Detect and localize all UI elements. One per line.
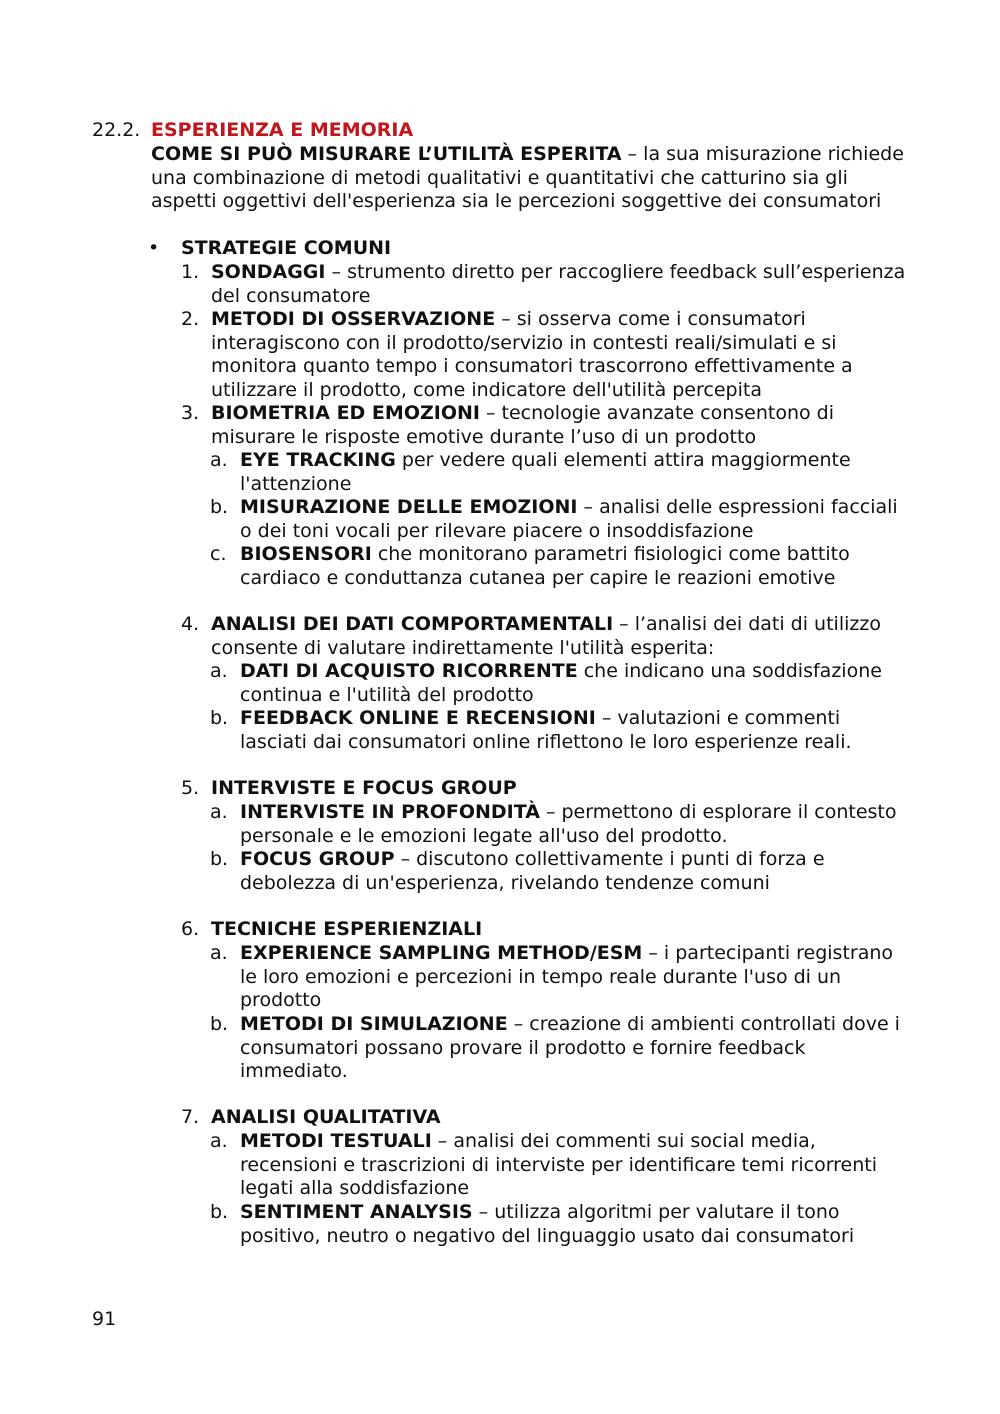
sub-item-text — [240, 1201, 910, 1248]
item-heading: ANALISI DEI DATI COMPORTAMENTALI — [211, 613, 614, 635]
sub-item-text — [240, 449, 910, 496]
sub-item-body: – discutono collettivamente i punti di forza e debolezza di un'esperienza, rivelando tendenze comuni — [240, 848, 825, 894]
sub-item-body: per vedere quali elementi attira maggiormente l'attenzione — [240, 449, 851, 495]
sub-item-text — [240, 543, 910, 590]
section-title: ESPERIENZA E MEMORIA — [151, 119, 414, 141]
sub-item-body: – creazione di ambienti controllati dove i consumatori possano provare il prodotto e fornire feedback immediato. — [240, 1013, 900, 1083]
item-text — [211, 918, 911, 942]
sub-item-body: – utilizza algoritmi per valutare il tono positivo, neutro o negativo del linguaggio usato dai consumatori — [240, 1201, 855, 1247]
sub-item-heading: SENTIMENT ANALYSIS — [240, 1201, 473, 1223]
bullet-icon: • — [148, 237, 160, 259]
list-item — [181, 261, 911, 308]
item-text — [211, 402, 911, 449]
sub-item-heading: FOCUS GROUP — [240, 848, 395, 870]
item-text — [211, 308, 911, 402]
sub-item-body: che monitorano parametri fisiologici come battito cardiaco e conduttanza cutanea per capire le reazioni emotive — [240, 543, 850, 589]
item-number: 7. — [181, 1106, 200, 1128]
sub-item-letter: b. — [210, 707, 229, 729]
item-body: – si osserva come i consumatori interagiscono con il prodotto/servizio in contesti reali/simulati e si monitora quanto tempo i consumatori trascorrono effettivamente a utilizzare il prodotto, come indicatore dell'utilità percepita — [211, 308, 853, 401]
list-item — [181, 1106, 911, 1130]
list-item — [181, 613, 911, 660]
sub-list-item — [210, 543, 910, 590]
sub-item-body: – permettono di esplorare il contesto personale e le emozioni legate all'uso del prodotto. — [240, 801, 897, 847]
sub-item-body: – valutazioni e commenti lasciati dai consumatori online riflettono le loro esperienze reali. — [240, 707, 852, 753]
sub-item-heading: INTERVISTE IN PROFONDITÀ — [240, 801, 540, 823]
item-heading: ANALISI QUALITATIVA — [211, 1106, 441, 1128]
sub-list-item — [210, 449, 910, 496]
sub-item-letter: a. — [210, 942, 228, 964]
sub-item-letter: a. — [210, 660, 228, 682]
list-item — [181, 308, 911, 402]
item-text — [211, 1106, 911, 1130]
item-heading: METODI DI OSSERVAZIONE — [211, 308, 496, 330]
item-number: 4. — [181, 613, 200, 635]
item-text — [211, 777, 911, 801]
list-item — [181, 777, 911, 801]
sub-item-heading: DATI DI ACQUISTO RICORRENTE — [240, 660, 578, 682]
item-number: 3. — [181, 402, 200, 424]
sub-list-item — [210, 1130, 910, 1201]
list-item — [181, 402, 911, 449]
sub-item-heading: EXPERIENCE SAMPLING METHOD/ESM — [240, 942, 643, 964]
sub-item-heading: METODI TESTUALI — [240, 1130, 432, 1152]
page-number: 91 — [92, 1308, 117, 1330]
sub-list-item — [210, 496, 910, 543]
item-text — [211, 261, 911, 308]
sub-item-letter: b. — [210, 848, 229, 870]
sub-item-text — [240, 848, 910, 895]
item-body: – strumento diretto per raccogliere feedback sull’esperienza del consumatore — [211, 261, 906, 307]
sub-item-letter: a. — [210, 449, 228, 471]
item-text — [211, 613, 911, 660]
sub-item-heading: MISURAZIONE DELLE EMOZIONI — [240, 496, 578, 518]
sub-item-letter: b. — [210, 496, 229, 518]
sub-list-item — [210, 801, 910, 848]
sub-list-item — [210, 1201, 910, 1248]
sub-item-letter: b. — [210, 1013, 229, 1035]
sub-item-letter: b. — [210, 1201, 229, 1223]
sub-list-item — [210, 848, 910, 895]
item-number: 5. — [181, 777, 200, 799]
item-body: – l’analisi dei dati di utilizzo consente di valutare indirettamente l'utilità esperita: — [211, 613, 881, 659]
section-intro — [151, 143, 911, 214]
sub-item-text — [240, 1130, 910, 1201]
sub-item-body: – analisi delle espressioni facciali o dei toni vocali per rilevare piacere o insoddisfazione — [240, 496, 898, 542]
intro-heading: COME SI PUÒ MISURARE L’UTILITÀ ESPERITA — [151, 143, 622, 165]
sub-item-letter: c. — [210, 543, 227, 565]
sub-item-body: – analisi dei commenti sui social media, recensioni e trascrizioni di interviste per identificare temi ricorrenti legati alla soddisfazione — [240, 1130, 878, 1200]
section-number: 22.2. — [92, 119, 141, 141]
item-heading: BIOMETRIA ED EMOZIONI — [211, 402, 480, 424]
list-item — [181, 918, 911, 942]
sub-item-text — [240, 660, 910, 707]
intro-text: – la sua misurazione richiede una combinazione di metodi qualitativi e quantitativi che catturino sia gli aspetti oggettivi dell'esperienza sia le percezioni soggettive dei consumatori — [151, 143, 904, 213]
sub-item-text — [240, 496, 910, 543]
sub-list-item — [210, 942, 910, 1013]
sub-item-text — [240, 801, 910, 848]
sub-list-item — [210, 707, 910, 754]
item-number: 6. — [181, 918, 200, 940]
item-body: – tecnologie avanzate consentono di misurare le risposte emotive durante l’uso di un prodotto — [211, 402, 834, 448]
sub-item-text — [240, 1013, 910, 1084]
sub-list-item — [210, 660, 910, 707]
sub-item-heading: FEEDBACK ONLINE E RECENSIONI — [240, 707, 596, 729]
sub-list-item — [210, 1013, 910, 1084]
sub-item-body: – i partecipanti registrano le loro emozioni e percezioni in tempo reale durante l'uso di un prodotto — [240, 942, 894, 1012]
item-number: 2. — [181, 308, 200, 330]
sub-item-heading: EYE TRACKING — [240, 449, 396, 471]
sub-item-heading: METODI DI SIMULAZIONE — [240, 1013, 508, 1035]
sub-item-letter: a. — [210, 801, 228, 823]
sub-item-text — [240, 707, 910, 754]
sub-item-text — [240, 942, 910, 1013]
bullet-heading: STRATEGIE COMUNI — [181, 237, 392, 259]
item-heading: TECNICHE ESPERIENZIALI — [211, 918, 483, 940]
sub-item-heading: BIOSENSORI — [240, 543, 372, 565]
item-number: 1. — [181, 261, 200, 283]
item-heading: INTERVISTE E FOCUS GROUP — [211, 777, 517, 799]
sub-item-letter: a. — [210, 1130, 228, 1152]
item-heading: SONDAGGI — [211, 261, 326, 283]
sub-item-body: che indicano una soddisfazione continua e l'utilità del prodotto — [240, 660, 882, 706]
